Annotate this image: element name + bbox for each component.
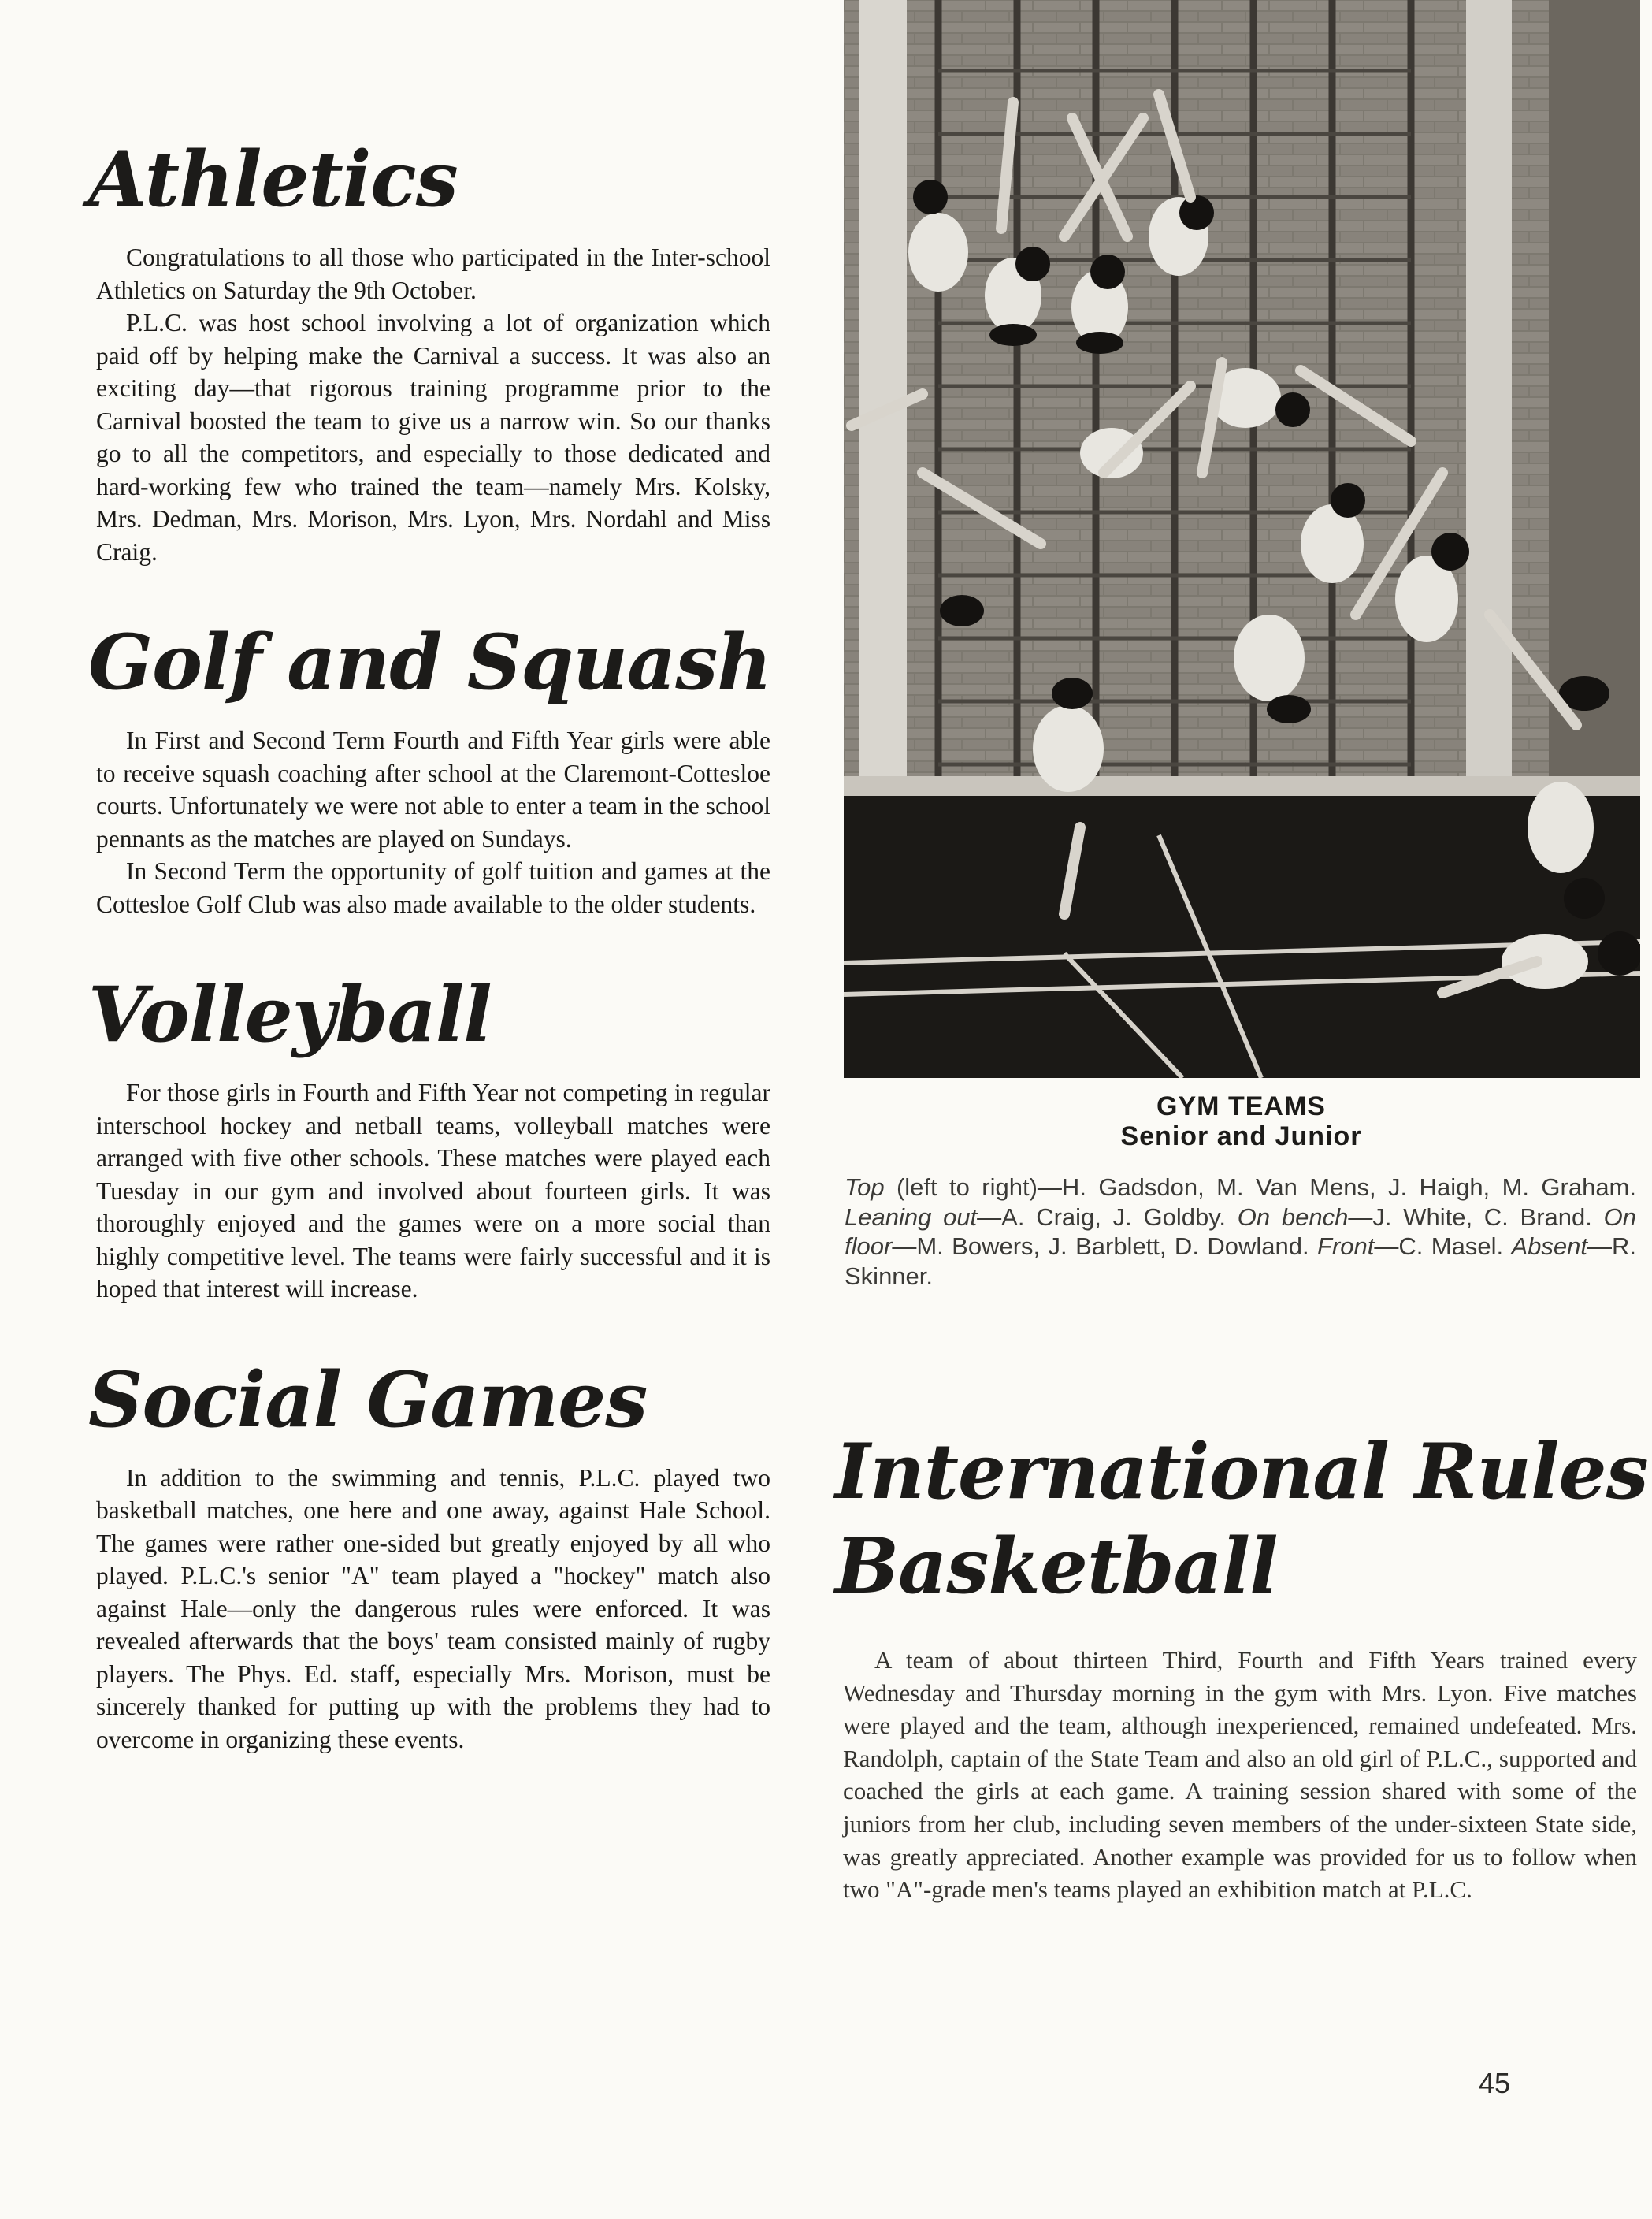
caption-names-top: (left to right)—H. Gadsdon, M. Van Mens, J. Haigh, M. Graham.	[884, 1173, 1636, 1201]
caption-label-front: Front	[1317, 1232, 1375, 1260]
caption-names-front: —C. Masel.	[1374, 1232, 1512, 1260]
page-number: 45	[1479, 2067, 1511, 2099]
international-rules-basketball-section	[835, 1427, 1648, 1906]
caption-names-floor: —M. Bowers, J. Barblett, D. Dowland.	[892, 1232, 1317, 1260]
athletics-section	[88, 135, 770, 568]
athletics-paragraph-2: P.L.C. was host school involving a lot of organization which paid off by helping make the Carnival a success. It was also an exciting day—that rigorous training programme prior to the Carnival boosted the team to give us a narrow win. So our thanks go to all the competitors, and especially to those dedicated and hard-working few who trained the team—namely Mrs. Kolsky, Mrs. Dedman, Mrs. Morison, Mrs. Lyon, Mrs. Nordahl and Miss Craig.	[96, 309, 770, 566]
social-games-paragraph: In addition to the swimming and tennis, P.L.C. played two basketball matches, one here and one away, against Hale School. The games were rather one-sided but greatly enjoyed by all who played. P.L.C.'s senior "A" team played a "hockey" match also against Hale—only the dangerous rules were enforced. It was revealed afterwards that the boys' team consisted mainly of rugby players. The Phys. Ed. staff, especially Mrs. Morison, must be sincerely thanked for putting up with the problems they had to overcome in organizing these events.	[96, 1463, 770, 1753]
athletics-heading: Athletics	[88, 135, 458, 224]
volleyball-paragraph: For those girls in Fourth and Fifth Year not competing in regular interschool hockey and netball teams, volleyball matches were arranged with five other schools. These matches were played each Tuesday in our gym and involved about fourteen girls. It was thoroughly enjoyed and the games were on a more social than highly competitive level. The teams were fairly successful and it is hoped that interest will increase.	[96, 1079, 770, 1303]
volleyball-heading: Volleyball	[88, 970, 492, 1059]
caption-names-absent: —R. Skinner.	[845, 1232, 1636, 1290]
gym-teams-photo	[844, 0, 1640, 1078]
photo-caption-names	[845, 1173, 1636, 1291]
golf-squash-heading: Golf and Squash	[88, 618, 772, 707]
caption-label-leaning: Leaning out	[845, 1202, 978, 1231]
caption-label-floor: On floor	[845, 1202, 1636, 1260]
golf-squash-paragraph-1: In First and Second Term Fourth and Fifth Year girls were able to receive squash coaching after school at the Claremont-Cottesloe courts. Unfortunately we were not able to enter a team in the school pennants as the matches are played on Sundays.	[96, 727, 770, 853]
caption-title-line-2: Senior and Junior	[1120, 1121, 1362, 1151]
volleyball-section	[88, 970, 770, 1306]
international-rules-heading: International Rules	[835, 1427, 1648, 1516]
caption-label-absent: Absent	[1511, 1232, 1587, 1260]
golf-squash-paragraph-2: In Second Term the opportunity of golf tuition and games at the Cottesloe Golf Club was also made available to the older students.	[96, 857, 770, 918]
social-games-section	[88, 1355, 770, 1756]
caption-label-bench: On bench	[1237, 1202, 1349, 1231]
gym-photo-illustration	[844, 0, 1640, 1078]
caption-names-leaning: —A. Craig, J. Goldby.	[977, 1202, 1238, 1231]
left-column	[88, 135, 772, 1812]
caption-label-top: Top	[845, 1173, 885, 1201]
basketball-paragraph: A team of about thirteen Third, Fourth and Fifth Years trained every Wednesday and Thursday morning in the gym with Mrs. Lyon. Five matches were played and the team, although inexperienced, remained undefeated. Mrs. Randolph, captain of the State Team and also an old girl of P.L.C., supported and coached the girls at each game. A training session shared with some of the juniors from her club, including seven members of the under-sixteen State side, was greatly appreciated. Another example was provided for us to follow when two "A"-grade men's teams played an exhibition match at P.L.C.	[843, 1646, 1637, 1904]
athletics-paragraph-1: Congratulations to all those who participated in the Inter-school Athletics on Saturday the 9th October.	[96, 243, 770, 304]
caption-title-line-1: GYM TEAMS	[1156, 1091, 1326, 1121]
caption-names-bench: —J. White, C. Brand.	[1348, 1202, 1604, 1231]
photo-caption-title	[841, 1091, 1641, 1151]
basketball-heading: Basketball	[835, 1522, 1278, 1611]
social-games-heading: Social Games	[88, 1355, 648, 1444]
golf-squash-section	[88, 618, 772, 920]
